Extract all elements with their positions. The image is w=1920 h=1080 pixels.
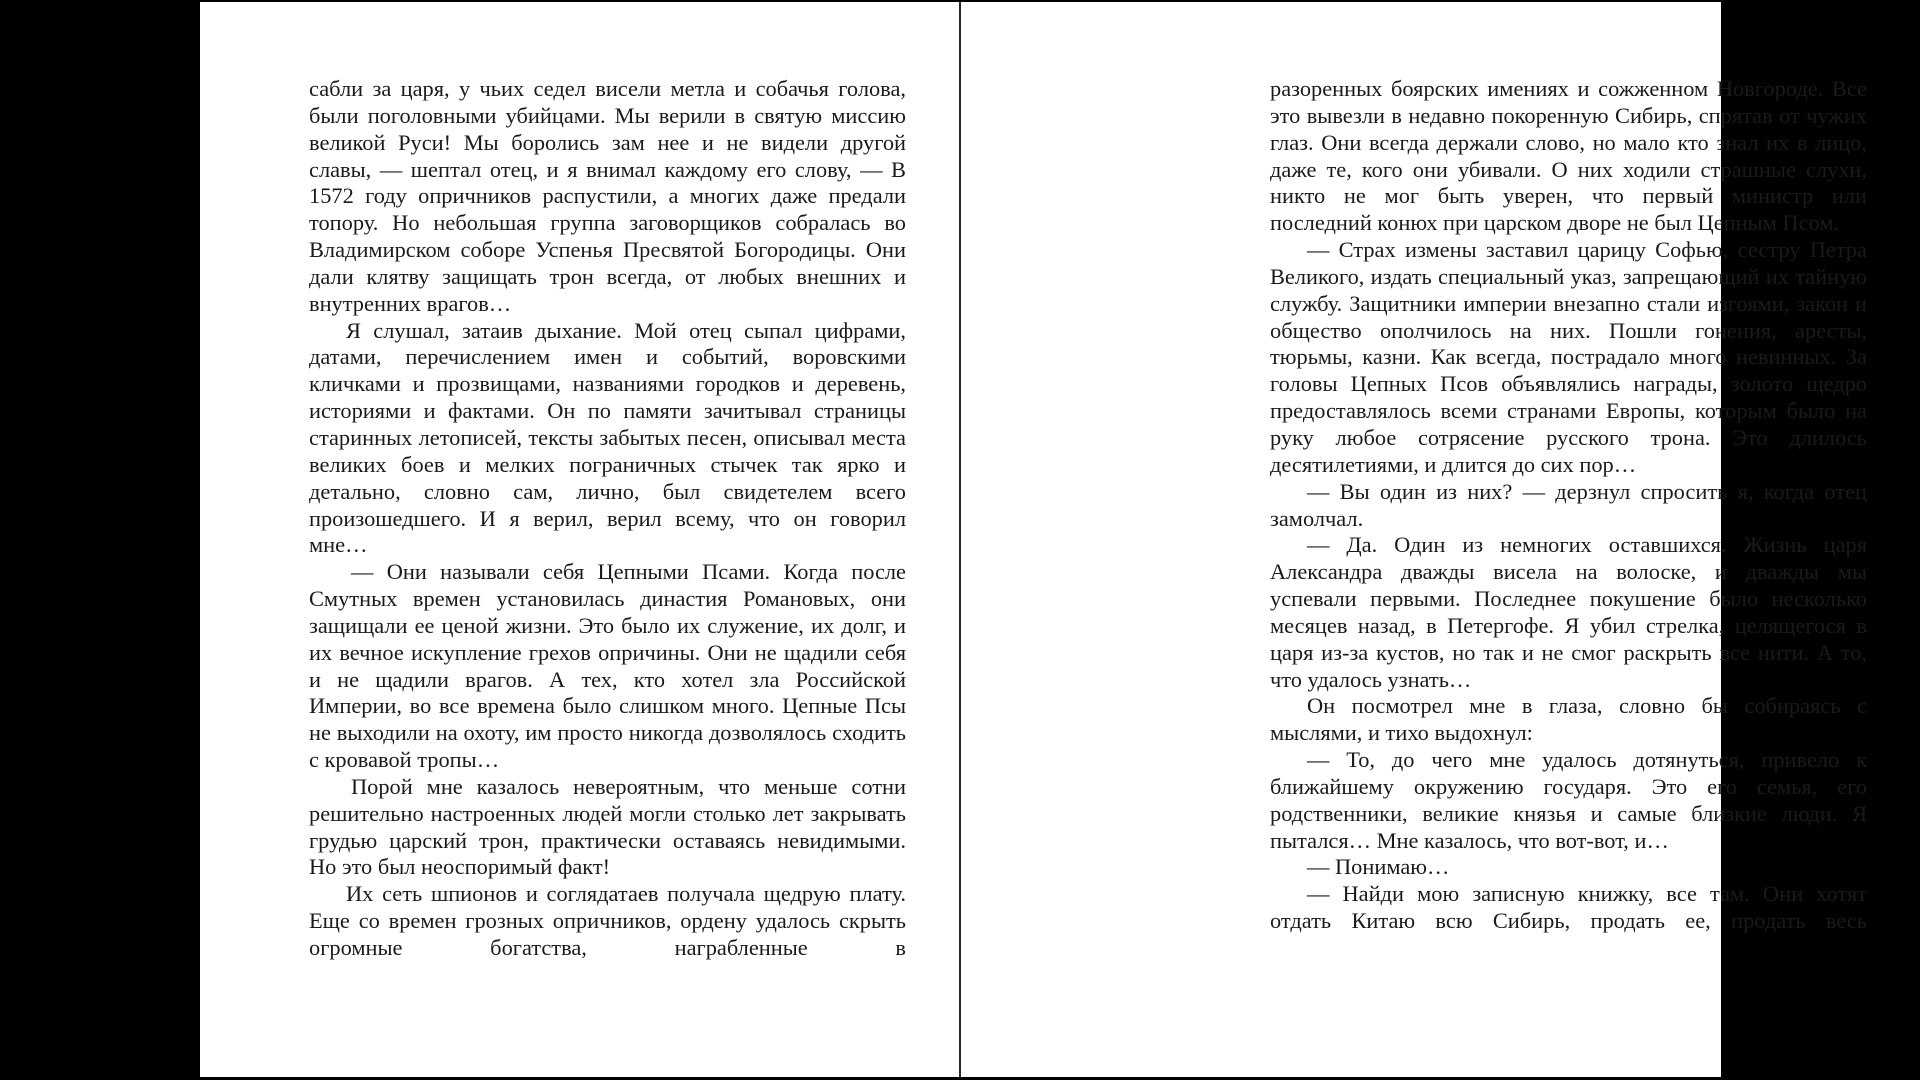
paragraph: Я слушал, затаив дыхание. Мой отец сыпал цифрами, датами, перечислением имен и событий, воровскими кличками и прозвищами, названиями городков и деревень, историями и фактами. Он по памяти зачитывал страницы старинных летописей, тексты забытых песен, описывал места великих боев и мелких пограничных стычек так ярко и детально, словно сам, лично, был свидетелем всего произошедшего. И я верил, верил всему, что он говорил мне… [309, 317, 906, 558]
right-page-text [1270, 76, 1867, 935]
paragraph: — Понимаю… [1307, 854, 1450, 880]
paragraph: — Вы один из них? — дерзнул спросить я, когда отец замолчал. [1270, 478, 1867, 531]
left-page [200, 2, 959, 1077]
paragraph: разоренных боярских имениях и сожженном Новгороде. Все это вывезли в недавно покоренную Сибирь, спрятав от чужих глаз. Они всегда держали слово, но мало кто знал их в лицо, даже те, кого они убивали. О них ходили страшные слухи, никто не мог быть уверен, что первый министр или последний конюх при царском дворе не был Цепным Псом. [1270, 76, 1867, 236]
book-spread [200, 2, 1867, 1077]
paragraph: — Они называли себя Цепными Псами. Когда после Смутных времен установилась династия Романовых, они защищали ее ценой жизни. Это было их служение, их долг, и их вечное искупление грехов опричины. Они не щадили себя и не щадили врагов. А тех, кто хотел зла Российской Империи, во все времена было слишком много. Цепные Псы не выходили на охоту, им просто никогда дозволялось сходить с кровавой тропы… [309, 559, 906, 773]
paragraph: Он посмотрел мне в глаза, словно бы собираясь с мыслями, и тихо выдохнул: [1270, 693, 1867, 746]
paragraph: — Страх измены заставил царицу Софью, сестру Петра Великого, издать специальный указ, запрещающий их тайную службу. Защитники империи внезапно стали изгоями, закон и общество ополчилось на них. Пошли гонения, аресты, тюрьмы, казни. Как всегда, пострадало много невинных. За головы Цепных Псов объявлялись награды, золото щедро предоставлялось всеми странами Европы, которым было на руку любое сотрясение русского трона. Это длилось десятилетиями, и длится до сих пор… [1270, 237, 1867, 477]
paragraph: — Да. Один из немногих оставшихся. Жизнь царя Александра дважды висела на волоске, и дважды мы успевали первыми. Последнее покушение было несколько месяцев назад, в Петергофе. Я убил стрелка, целящегося в царя из-за кустов, но так и не смог раскрыть все нити. А то, что удалось узнать… [1270, 532, 1867, 692]
right-page [961, 2, 1867, 1077]
paragraph: сабли за царя, у чьих седел висели метла и собачья голова, были поголовными убийцами. Мы верили в святую миссию великой Руси! Мы боролись зам нее и не видели другой славы, — шептал отец, и я внимал каждому его слову, — В 1572 году опричников распустили, а многих даже предали топору. Но небольшая группа заговорщиков собралась во Владимирском соборе Успенья Пресвятой Богородицы. Они дали клятву защищать трон всегда, от любых внешних и внутренних врагов… [309, 76, 906, 316]
paragraph: — Найди мою записную книжку, все там. Они хотят отдать Китаю всю Сибирь, продать ее, продать весь [1270, 881, 1867, 934]
paragraph: — То, до чего мне удалось дотянуться, привело к ближайшему окружению государя. Это его семья, его родственники, великие князья и самые близкие люди. Я пытался… Мне казалось, что вот-вот, и… [1270, 747, 1867, 853]
left-page-text [309, 76, 906, 962]
paragraph: Порой мне казалось невероятным, что меньше сотни решительно настроенных людей могли столько лет закрывать грудью царский трон, практически оставаясь невидимыми. Но это был неоспоримый факт! [309, 773, 906, 880]
paragraph: Их сеть шпионов и соглядатаев получала щедрую плату. Еще со времен грозных опричников, ордену удалось скрыть огромные богатства, награбленные в [309, 881, 906, 960]
